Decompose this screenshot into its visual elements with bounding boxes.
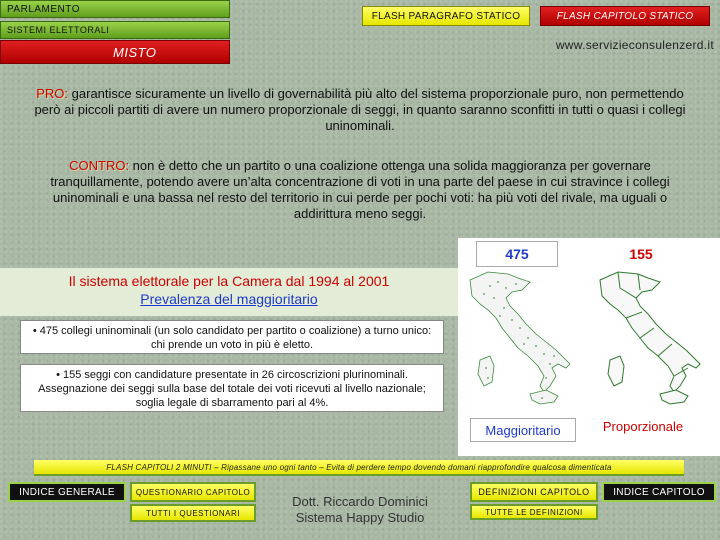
tutte-definizioni-label: TUTTE LE DEFINIZIONI: [485, 507, 583, 517]
tutti-questionari-button[interactable]: [130, 504, 256, 522]
tutti-questionari-label: TUTTI I QUESTIONARI: [146, 508, 240, 518]
author-name: Dott. Riccardo Dominici: [292, 494, 428, 509]
questionario-capitolo-button[interactable]: [130, 482, 256, 502]
count-proporzionale: 155: [629, 246, 653, 262]
bullet-box-2: [20, 364, 444, 412]
misto-button[interactable]: [0, 40, 230, 64]
camera-title-box: [0, 268, 458, 316]
contro-paragraph: [28, 158, 692, 222]
sistemi-elettorali-label: SISTEMI ELETTORALI: [7, 25, 110, 35]
flash-capitolo-label: FLASH CAPITOLO STATICO: [556, 10, 694, 22]
tutte-definizioni-button[interactable]: [470, 504, 598, 520]
contro-text: non è detto che un partito o una coalizione ottenga una solida maggioranza per governare tranquillamente, potendo avere un’alta concentrazione di voti in una parte del paese in cui stravince i collegi uninominali e una bassa nel resto del territorio in cui perde per pochi voti: ha più voti del rivale, ma uguali o addirittura meno seggi.: [50, 158, 670, 221]
flash-paragrafo-label: FLASH PARAGRAFO STATICO: [371, 10, 521, 22]
camera-title-line2: Prevalenza del maggioritario: [140, 291, 318, 307]
pro-label: PRO:: [36, 86, 69, 101]
label-maggioritario: Maggioritario: [485, 422, 561, 438]
website-label: www.servizieconsulenzerd.it: [555, 38, 714, 52]
count-proporzionale-box: [600, 241, 682, 267]
label-maggioritario-box: [470, 418, 576, 442]
count-maggioritario-box: [476, 241, 558, 267]
author-studio: Sistema Happy Studio: [295, 510, 425, 525]
indice-capitolo-button[interactable]: [602, 482, 716, 502]
parlamento-label: PARLAMENTO: [7, 3, 80, 15]
count-maggioritario: 475: [505, 246, 529, 262]
flash-capitoli-text: FLASH CAPITOLI 2 MINUTI – Ripassane uno ogni tanto – Evita di perdere tempo dovendo domani riapprofondire qualcosa dimenticata: [106, 462, 612, 472]
misto-label: MISTO: [113, 44, 157, 60]
label-proporzionale-box: [590, 418, 696, 434]
definizioni-capitolo-label: DEFINIZIONI CAPITOLO: [478, 487, 590, 497]
pro-text: garantisce sicuramente un livello di governabilità più alto del sistema proporzionale puro, non permettendo però ai piccoli partiti di avere un numero proporzionale di seggi, in quanto saranno sconfitti in tutti o quasi i collegi uninominali.: [34, 86, 686, 133]
camera-title-line1: Il sistema elettorale per la Camera dal 1994 al 2001: [68, 273, 390, 289]
bullet-box-1: [20, 320, 444, 354]
label-proporzionale: Proporzionale: [602, 418, 684, 434]
italy-map-proporzionale: [590, 268, 718, 418]
pro-paragraph: [30, 86, 690, 134]
flash-capitolo-button[interactable]: [540, 6, 710, 26]
indice-capitolo-label: INDICE CAPITOLO: [613, 486, 705, 498]
author-block: [280, 494, 440, 526]
questionario-capitolo-label: QUESTIONARIO CAPITOLO: [135, 487, 251, 497]
contro-label: CONTRO:: [69, 158, 130, 173]
definizioni-capitolo-button[interactable]: [470, 482, 598, 502]
flash-paragrafo-button[interactable]: [362, 6, 530, 26]
indice-generale-button[interactable]: [8, 482, 126, 502]
website-link[interactable]: [556, 38, 714, 52]
italy-map-maggioritario: [460, 268, 588, 418]
indice-generale-label: INDICE GENERALE: [19, 486, 115, 498]
flash-capitoli-banner[interactable]: [34, 460, 684, 476]
sistemi-elettorali-button[interactable]: [0, 21, 230, 39]
bullet-1: • 475 collegi uninominali (un solo candidato per partito o coalizione) a turno unico: chi prende un voto in più è eletto.: [32, 325, 432, 351]
bullet-2: • 155 seggi con candidature presentate in 26 circoscrizioni plurinominali. Assegnazione dei seggi sulla base del totale dei voti ricevuti al livello nazionale; soglia legale di sbarramento pari al 4%.: [38, 369, 426, 409]
parlamento-button[interactable]: [0, 0, 230, 18]
